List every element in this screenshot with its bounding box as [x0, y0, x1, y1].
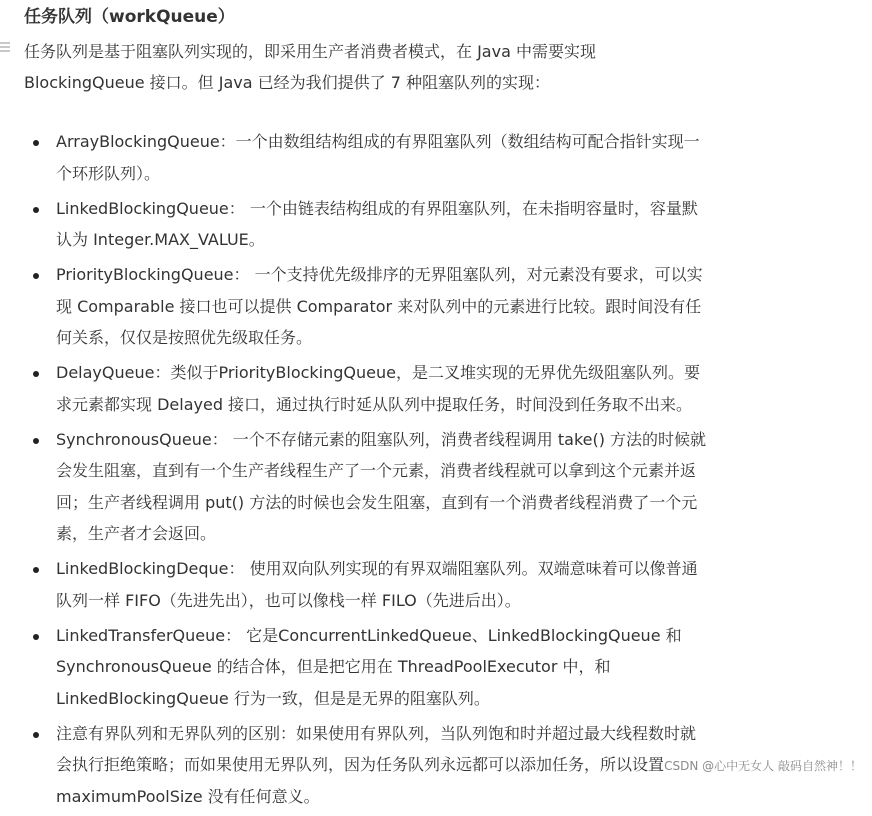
list-item [0, 553, 872, 616]
list-item [0, 259, 872, 354]
list-item-line: 会执行拒绝策略；而如果使用无界队列，因为任务队列永远都可以添加任务，所以设置 [56, 755, 665, 774]
intro-line: BlockingQueue 接口。但 Java 已经为我们提供了 7 种阻塞队列的实现： [24, 73, 550, 92]
list-item-line: DelayQueue：类似于PriorityBlockingQueue，是二叉堆实现的无界优先级阻塞队列。要 [56, 363, 700, 382]
list-item-line: 求元素都实现 Delayed 接口，通过执行时延从队列中提取任务，时间没到任务取不出来。 [56, 394, 693, 414]
list-item-line: 现 Comparable 接口也可以提供 Comparator 来对队列中的元素进行比较。跟时间没有任 [56, 296, 702, 316]
list-item-line: LinkedBlockingQueue： 一个由链表结构组成的有界阻塞队列，在未指明容量时，容量默 [56, 198, 698, 218]
list-item [0, 424, 872, 550]
list-item [0, 193, 872, 256]
bullet-dot-icon [33, 438, 39, 444]
bullet-dot-icon [33, 567, 39, 573]
list-item-line: SynchronousQueue： 一个不存储元素的阻塞队列，消费者线程调用 take() 方法的时候就 [56, 429, 707, 449]
list-item-text [56, 424, 872, 550]
list-item-line: 队列一样 FIFO（先进先出），也可以像栈一样 FILO（先进后出）。 [56, 590, 521, 610]
list-item-line: 注意有界队列和无界队列的区别：如果使用有界队列，当队列饱和时并超过最大线程数时就 [56, 723, 697, 743]
list-item-line: 素，生产者才会返回。 [56, 524, 217, 543]
csdn-watermark: CSDN @心中无女人 敲码自然神！！ [664, 759, 862, 773]
list-item-line: 回；生产者线程调用 put() 方法的时候也会发生阻塞，直到有一个消费者线程消费了一个元 [56, 492, 698, 512]
list-item-text [56, 553, 872, 616]
list-item [0, 620, 872, 715]
list-item-line: LinkedBlockingQueue 行为一致，但是是无界的阻塞队列。 [56, 688, 490, 708]
queue-type-list [0, 126, 872, 816]
section-heading: 任务队列（workQueue） [24, 7, 235, 27]
bullet-dot-icon [33, 371, 39, 377]
bullet-dot-icon [33, 634, 39, 640]
intro-line: 任务队列是基于阻塞队列实现的，即采用生产者消费者模式，在 Java 中需要实现 [24, 42, 596, 61]
list-item-line: 个环形队列）。 [56, 163, 161, 183]
list-item-text [56, 193, 872, 256]
list-item-line: ArrayBlockingQueue：一个由数组结构组成的有界阻塞队列（数组结构可配合指针实现一 [56, 132, 700, 151]
list-item-line: 何关系，仅仅是按照优先级取任务。 [56, 328, 313, 347]
list-item [0, 357, 872, 420]
list-item [0, 126, 872, 189]
list-item-text [56, 357, 872, 420]
list-item-line: maximumPoolSize 没有任何意义。 [56, 786, 320, 806]
list-item-line: LinkedBlockingDeque： 使用双向队列实现的有界双端阻塞队列。双端意味着可以像普通 [56, 559, 698, 578]
list-item-text [56, 259, 872, 354]
list-item-line: 认为 Integer.MAX_VALUE。 [56, 230, 265, 249]
list-item-line: SynchronousQueue 的结合体，但是把它用在 ThreadPoolExecutor 中，和 [56, 657, 611, 676]
list-item-line: 会发生阻塞，直到有一个生产者线程生产了一个元素，消费者线程就可以拿到这个元素并返 [56, 461, 697, 480]
intro-paragraph [24, 36, 824, 98]
bullet-dot-icon [33, 207, 39, 213]
bullet-dot-icon [33, 140, 39, 146]
bullet-dot-icon [33, 732, 39, 738]
list-item-text [56, 620, 872, 715]
list-item-line: PriorityBlockingQueue： 一个支持优先级排序的无界阻塞队列，对元素没有要求，可以实 [56, 265, 703, 284]
list-item-line: LinkedTransferQueue： 它是ConcurrentLinkedQueue、LinkedBlockingQueue 和 [56, 625, 682, 645]
list-item-text [56, 126, 872, 189]
menu-icon[interactable] [0, 42, 10, 52]
bullet-dot-icon [33, 273, 39, 279]
